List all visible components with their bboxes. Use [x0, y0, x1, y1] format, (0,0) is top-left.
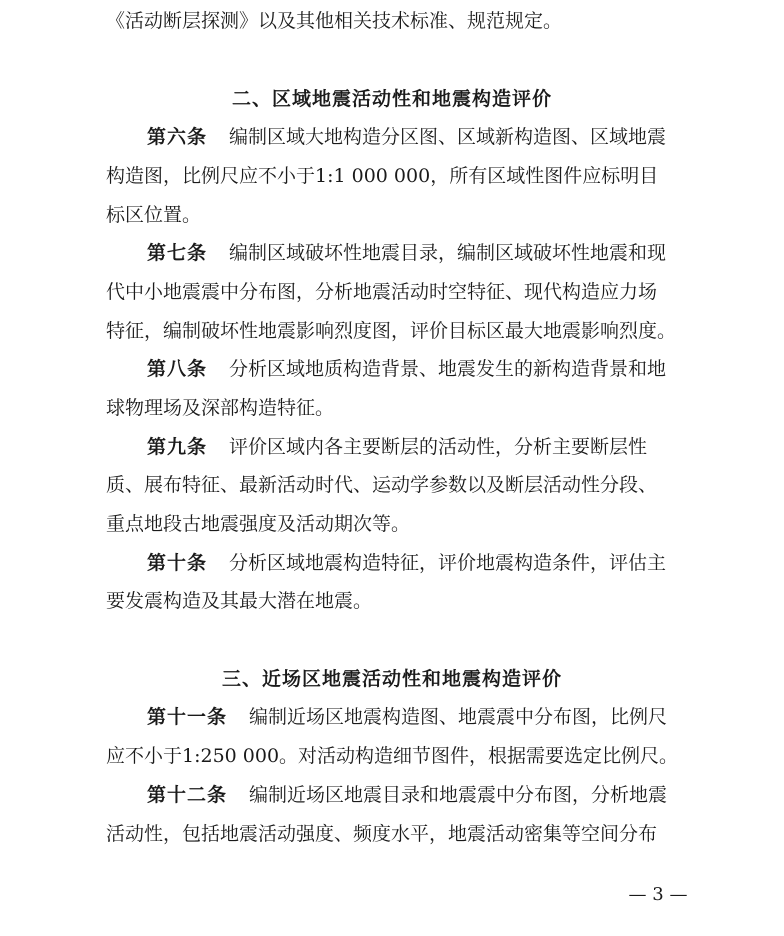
- article-text: 要发震构造及其最大潜在地震。: [106, 590, 373, 612]
- article-text: 球物理场及深部构造特征。: [106, 397, 335, 419]
- article-text: 编制区域大地构造分区图、区域新构造图、区域地震: [229, 126, 667, 148]
- article-line: [106, 312, 696, 350]
- article-line: [147, 698, 696, 736]
- article-text: 活动性，包括地震活动强度、频度水平，地震活动密集等空间分布: [106, 823, 658, 845]
- article-text: 分析区域地震构造特征，评价地震构造条件，评估主: [229, 552, 667, 574]
- article-line: [106, 815, 696, 853]
- section-heading: 三、近场区地震活动性和地震构造评价: [221, 668, 562, 690]
- article-line: [147, 428, 696, 466]
- article-label: 第八条: [147, 358, 208, 380]
- article-line: [106, 582, 696, 620]
- article-text: 特征，编制破坏性地震影响烈度图，评价目标区最大地震影响烈度。: [106, 320, 677, 342]
- article-line: [106, 157, 696, 195]
- article-line: [147, 776, 696, 814]
- article-text: 应不小于1:250 000。对活动构造细节图件，根据需要选定比例尺。: [106, 745, 679, 767]
- article-line: [147, 234, 696, 272]
- article-text: 标区位置。: [106, 204, 202, 226]
- article-text: 编制近场区地震目录和地震震中分布图，分析地震: [249, 784, 668, 806]
- article-text: 分析区域地质构造背景、地震发生的新构造背景和地: [229, 358, 667, 380]
- article-line: [106, 505, 696, 543]
- article-line: [147, 350, 696, 388]
- article-label: 第九条: [147, 436, 208, 458]
- article-label: 第十二条: [147, 784, 228, 806]
- intro-tail-text: 《活动断层探测》以及其他相关技术标准、规范规定。: [106, 10, 563, 32]
- article-line: [147, 118, 696, 156]
- article-text: 构造图，比例尺应不小于1:1 000 000，所有区域性图件应标明目: [106, 165, 659, 187]
- intro-tail-line: [106, 2, 696, 40]
- article-text: 代中小地震震中分布图，分析地震活动时空特征、现代构造应力场: [106, 281, 658, 303]
- article-line: [106, 466, 696, 504]
- article-text: 编制近场区地震构造图、地震震中分布图，比例尺: [249, 706, 668, 728]
- article-text: 重点地段古地震强度及活动期次等。: [106, 513, 411, 535]
- article-label: 第十一条: [147, 706, 228, 728]
- article-label: 第七条: [147, 242, 208, 264]
- article-label: 第六条: [147, 126, 208, 148]
- article-text: 质、展布特征、最新活动时代、运动学参数以及断层活动性分段、: [106, 474, 658, 496]
- article-text: 编制区域破坏性地震目录，编制区域破坏性地震和现: [229, 242, 667, 264]
- article-line: [106, 737, 696, 775]
- article-label: 第十条: [147, 552, 208, 574]
- page-number: — 3 —: [628, 884, 688, 905]
- article-line: [106, 196, 696, 234]
- article-line: [106, 389, 696, 427]
- article-text: 评价区域内各主要断层的活动性，分析主要断层性: [229, 436, 648, 458]
- section-heading: 二、区域地震活动性和地震构造评价: [231, 88, 552, 110]
- article-line: [147, 544, 696, 582]
- article-line: [106, 273, 696, 311]
